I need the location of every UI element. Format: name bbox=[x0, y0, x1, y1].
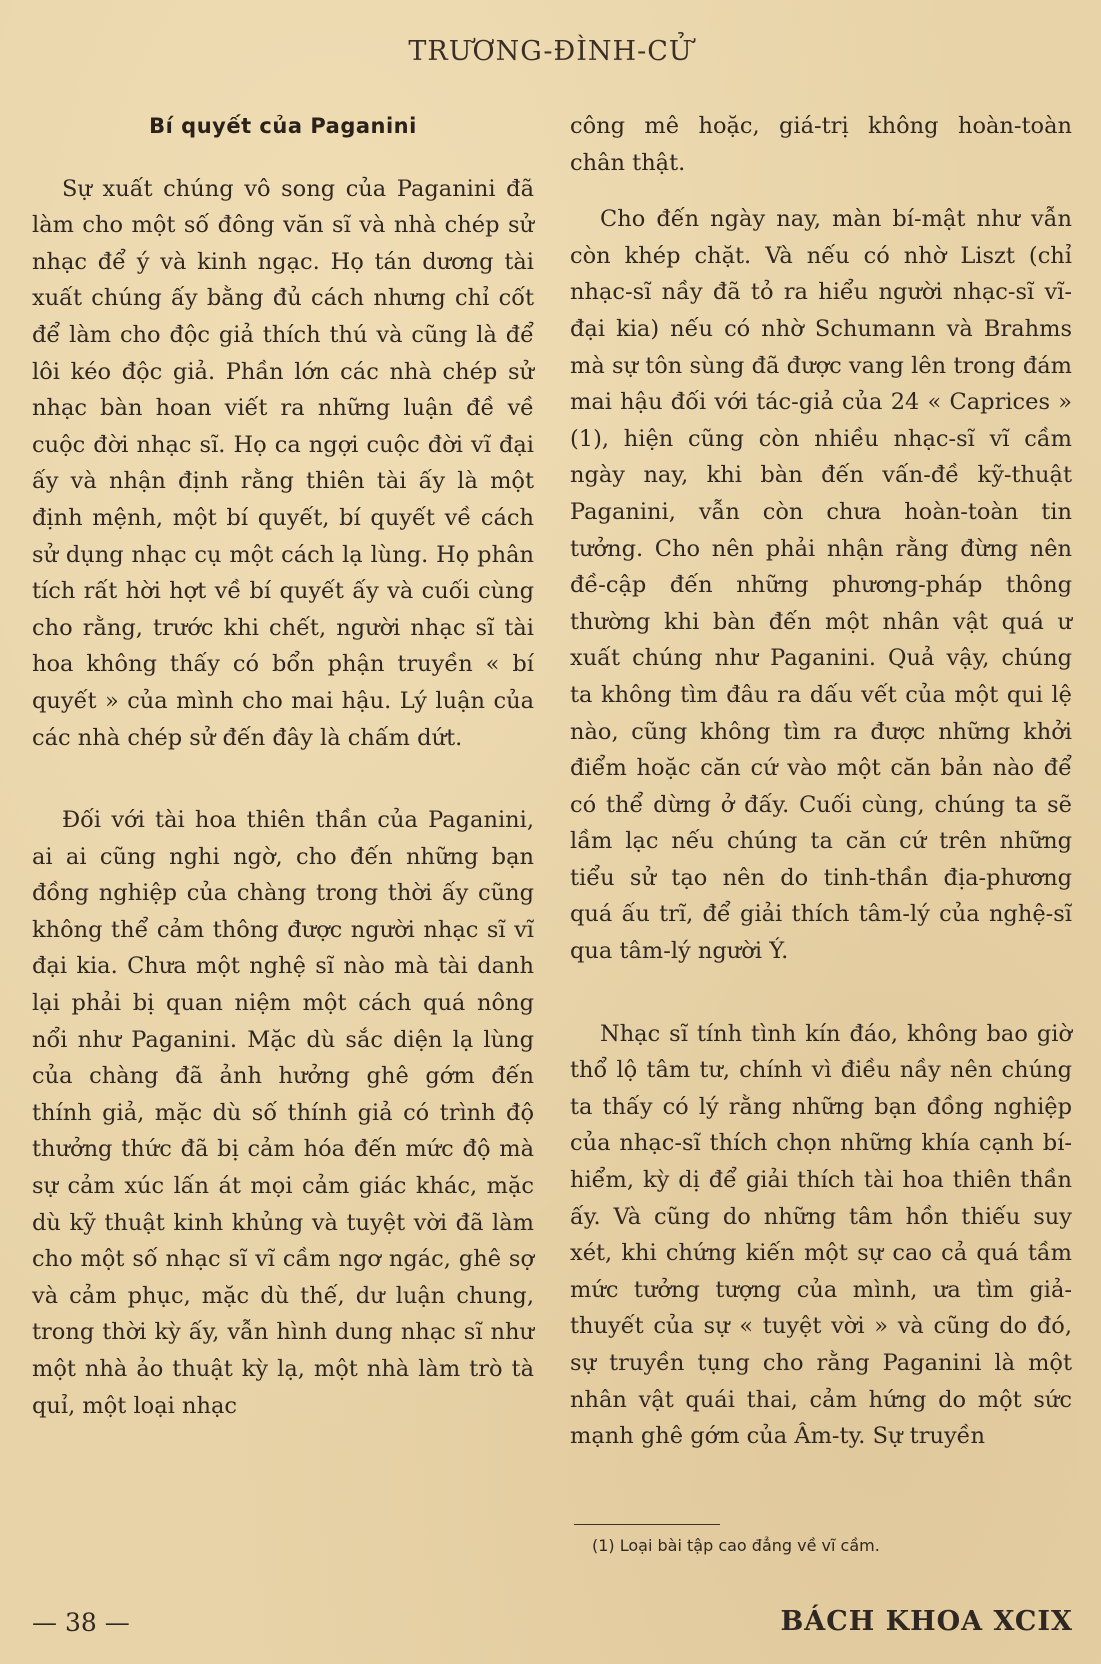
paragraph-left-1: Sự xuất chúng vô song của Paganini đã làm cho một số đông văn sĩ và nhà chép sử nhạc để ý và kinh ngạc. Họ tán dương tài xuất chúng ấy bằng đủ cách nhưng chỉ cốt để làm cho độc giả thích thú và cũng là để lôi kéo độc giả. Phần lớn các nhà chép sử nhạc bàn hoan viết ra những luận đề về cuộc đời nhạc sĩ. Họ ca ngợi cuộc đời vĩ đại ấy và nhận định rằng thiên tài ấy là một định mệnh, một bí quyết, bí quyết về cách sử dụng nhạc cụ một cách lạ lùng. Họ phân tích rất hời hợt về bí quyết ấy và cuối cùng cho rằng, trước khi chết, người nhạc sĩ tài hoa không thấy có bổn phận truyền « bí quyết » của mình cho mai hậu. Lý luận của các nhà chép sử đến đây là chấm dứt. bbox=[32, 175, 534, 751]
paragraph-spacer bbox=[32, 756, 534, 802]
page-number: — 38 — bbox=[32, 1608, 130, 1637]
section-title: Bí quyết của Paganini bbox=[149, 114, 417, 138]
left-column bbox=[32, 108, 534, 1424]
footnote: (1) Loại bài tập cao đẳng về vĩ cầm. bbox=[592, 1536, 880, 1555]
paragraph-spacer bbox=[570, 181, 1072, 201]
magazine-issue: BÁCH KHOA XCIX bbox=[780, 1606, 1073, 1637]
running-title: TRƯƠNG-ĐÌNH-CỬ bbox=[408, 36, 693, 67]
paragraph-spacer bbox=[570, 970, 1072, 1016]
paragraph-right-1: công mê hoặc, giá-trị không hoàn-toàn chân thật. bbox=[570, 113, 1072, 176]
right-column bbox=[570, 108, 1072, 1455]
footnote-divider bbox=[574, 1524, 720, 1525]
paragraph-right-3: Nhạc sĩ tính tình kín đáo, không bao giờ thổ lộ tâm tư, chính vì điều nầy nên chúng ta thấy có lý rằng những bạn đồng nghiệp của nhạc-sĩ thích chọn những khía cạnh bí-hiểm, kỳ dị để giải thích tài hoa thiên thần ấy. Và cũng do những tâm hồn thiếu suy xét, khi chứng kiến một sự cao cả quá tầm mức tưởng tượng của mình, ưa tìm giả-thuyết của sự « tuyệt vời » và cũng do đó, sự truyền tụng cho rằng Paganini là một nhân vật quái thai, cảm hứng do một sức mạnh ghê gớm của Âm-ty. Sự truyền bbox=[570, 1020, 1072, 1450]
paragraph-left-2: Đối với tài hoa thiên thần của Paganini, ai ai cũng nghi ngờ, cho đến những bạn đồng nghiệp của chàng trong thời ấy cũng không thể cảm thông được người nhạc sĩ vĩ đại kia. Chưa một nghệ sĩ nào mà tài danh lại phải bị quan niệm một cách quá nông nổi như Paganini. Mặc dù sắc diện lạ lùng của chàng đã ảnh hưởng ghê gớm đến thính giả, mặc dù số thính giả có trình độ thưởng thức đã bị cảm hóa đến mức độ mà sự cảm xúc lấn át mọi cảm giác khác, mặc dù kỹ thuật kinh khủng và tuyệt vời đã làm cho một số nhạc sĩ vĩ cầm ngơ ngác, ghê sợ và cảm phục, mặc dù thế, dư luận chung, trong thời kỳ ấy, vẫn hình dung nhạc sĩ như một nhà ảo thuật kỳ lạ, một nhà làm trò tà quỉ, một loại nhạc bbox=[32, 807, 534, 1419]
paragraph-right-2: Cho đến ngày nay, màn bí-mật như vẫn còn khép chặt. Và nếu có nhờ Liszt (chỉ nhạc-sĩ nầy đã tỏ ra hiểu người nhạc-sĩ vĩ-đại kia) nếu có nhờ Schumann và Brahms mà sự tôn sùng đã được vang lên trong đám mai hậu đối với tác-giả của 24 « Caprices » (1), hiện cũng còn nhiều nhạc-sĩ vĩ cầm ngày nay, khi bàn đến vấn-đề kỹ-thuật Paganini, vẫn còn chưa hoàn-toàn tin tưởng. Cho nên phải nhận rằng đừng nên đề-cập đến những phương-pháp thông thường khi bàn đến một nhân vật quá ư xuất chúng như Paganini. Quả vậy, chúng ta không tìm đâu ra dấu vết của một qui lệ nào, cũng không tìm ra được những khởi điểm hoặc căn cứ vào một căn bản nào để có thể dừng ở đấy. Cuối cùng, chúng ta sẽ lầm lạc nếu chúng ta căn cứ trên những tiểu sử tạo nên do tinh-thần địa-phương quá ấu trĩ, để giải thích tâm-lý của nghệ-sĩ qua tâm-lý người Ý. bbox=[570, 206, 1072, 965]
